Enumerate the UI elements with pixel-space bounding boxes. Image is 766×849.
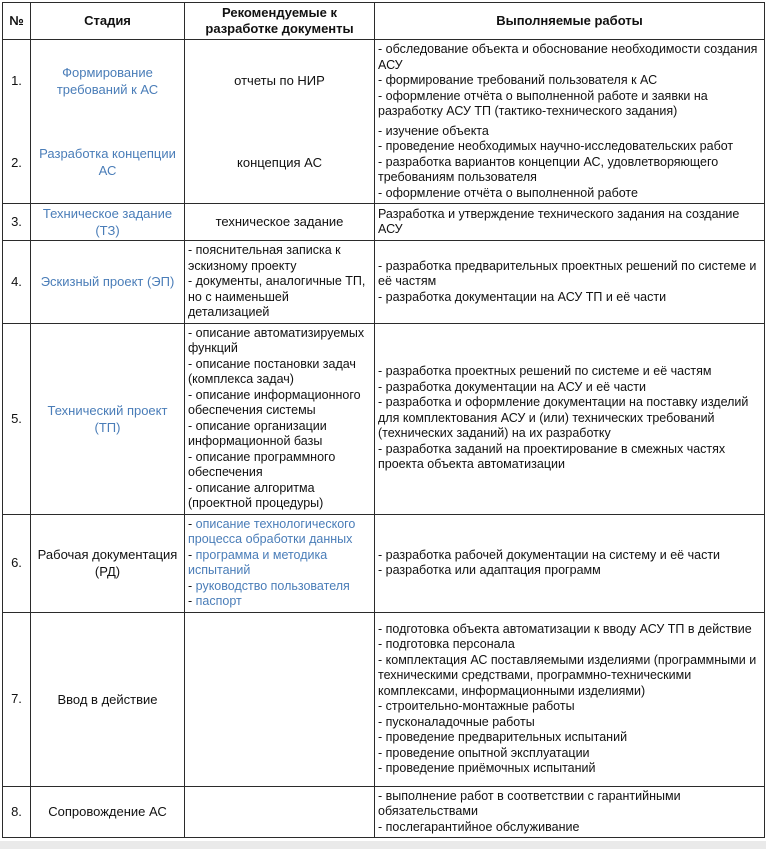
work-item-text: послегарантийное обслуживание bbox=[385, 819, 580, 834]
document-text: описание постановки задач (комплекса задач) bbox=[188, 356, 356, 386]
table-row bbox=[3, 786, 765, 838]
document-item: - описание постановки задач (комплекса задач) bbox=[188, 356, 356, 386]
works-cell bbox=[375, 612, 765, 786]
work-item-text: разработка документации на АСУ и её части bbox=[385, 379, 646, 394]
document-text: пояснительная записка к эскизному проекту bbox=[188, 243, 341, 273]
work-item bbox=[378, 207, 761, 238]
document-label: техническое задание bbox=[215, 214, 344, 230]
work-item: - формирование требований пользователя к АС bbox=[378, 73, 658, 87]
document-item: - руководство пользователя bbox=[188, 578, 350, 593]
work-item-text: разработка рабочей документации на систему и её части bbox=[385, 547, 721, 562]
work-item-text: разработка документации на АСУ ТП и её части bbox=[385, 289, 667, 304]
stage-cell bbox=[31, 122, 185, 204]
row-number: 7. bbox=[3, 612, 31, 786]
table-row bbox=[3, 204, 765, 241]
document-text: описание программного обеспечения bbox=[188, 449, 336, 479]
stages-table bbox=[2, 2, 765, 838]
document-item: - описание информационного обеспечения системы bbox=[188, 387, 361, 417]
page-bottom-strip bbox=[0, 841, 766, 849]
work-item-text: разработка проектных решений по системе и её частям bbox=[385, 364, 712, 379]
stage-link[interactable]: Разработка концепции АС bbox=[39, 146, 176, 179]
work-item: - проведение предварительных испытаний bbox=[378, 730, 628, 744]
table-row bbox=[3, 241, 765, 324]
stage-link[interactable]: Технический проект (ТП) bbox=[47, 402, 168, 435]
stage-link[interactable]: Техническое задание (ТЗ) bbox=[42, 206, 173, 238]
document-link[interactable]: паспорт bbox=[195, 594, 242, 608]
stage-cell bbox=[31, 514, 185, 612]
work-item-text: оформление отчёта о выполненной работе bbox=[385, 185, 638, 200]
works-cell bbox=[375, 514, 765, 612]
work-item-text: разработка и оформление документации на поставку изделий для комплектования АСУ и (или) технических требований (технических заданий) на их разработку bbox=[378, 395, 749, 441]
work-item-text: оформление отчёта о выполненной работе и заявки на разработку АСУ ТП (тактико-технического задания) bbox=[378, 88, 708, 118]
work-item-text: разработка заданий на проектирование в смежных частях проекта объекта автоматизации bbox=[378, 441, 726, 472]
document-item: - программа и методика испытаний bbox=[188, 547, 328, 577]
document-text: описание автоматизируемых функций bbox=[188, 325, 365, 355]
document-text: описание информационного обеспечения системы bbox=[188, 387, 361, 417]
work-item: - комплектация АС поставляемыми изделиями (программными и техническими средствами, программно-техническими комплексами, информационными изделиями) bbox=[378, 652, 757, 698]
stage-cell bbox=[31, 241, 185, 324]
work-item: - пусконаладочные работы bbox=[378, 714, 535, 729]
stage-label: Сопровождение АС bbox=[48, 804, 167, 820]
document-text: описание организации информационной базы bbox=[188, 418, 327, 448]
document-link[interactable]: описание технологического процесса обработки данных bbox=[188, 516, 356, 546]
works-cell bbox=[375, 40, 765, 122]
works-cell bbox=[375, 323, 765, 514]
table-body bbox=[3, 40, 765, 838]
documents-cell bbox=[185, 786, 375, 838]
work-item: - проведение опытной эксплуатации bbox=[378, 745, 590, 760]
document-label: отчеты по НИР bbox=[234, 73, 325, 88]
work-item: - разработка и оформление документации на поставку изделий для комплектования АСУ и (или) технических требований (технических заданий) на их разработку bbox=[378, 395, 749, 441]
column-header-works: Выполняемые работы bbox=[375, 3, 765, 40]
work-item: - оформление отчёта о выполненной работе bbox=[378, 185, 638, 200]
row-number: 1. bbox=[3, 40, 31, 122]
work-item-text: Разработка и утверждение технического задания на создание АСУ bbox=[378, 206, 740, 236]
work-item-text: подготовка объекта автоматизации к вводу АСУ ТП в действие bbox=[385, 621, 752, 636]
work-item: - разработка проектных решений по системе и её частям bbox=[378, 364, 712, 379]
document-text: документы, аналогичные ТП, но с наименьшей детализацией bbox=[188, 274, 366, 319]
table-row bbox=[3, 323, 765, 514]
work-item: - оформление отчёта о выполненной работе и заявки на разработку АСУ ТП (тактико-технического задания) bbox=[378, 88, 708, 118]
row-number: 4. bbox=[3, 241, 31, 324]
work-item-text: выполнение работ в соответствии с гарантийными обязательствами bbox=[378, 788, 681, 818]
work-item: - проведение необходимых научно-исследовательских работ bbox=[378, 139, 734, 153]
document-link[interactable]: программа и методика испытаний bbox=[188, 547, 328, 577]
work-item-text: изучение объекта bbox=[385, 123, 489, 138]
table-row bbox=[3, 40, 765, 122]
work-item-text: разработка предварительных проектных решений по системе и её частям bbox=[378, 258, 757, 288]
stage-cell bbox=[31, 612, 185, 786]
work-item-text: проведение необходимых научно-исследовательских работ bbox=[385, 139, 734, 153]
stage-label: Ввод в действие bbox=[57, 691, 158, 707]
work-item: - подготовка персонала bbox=[378, 637, 515, 651]
work-item-text: проведение предварительных испытаний bbox=[385, 730, 628, 744]
document-item: - описание автоматизируемых функций bbox=[188, 325, 365, 355]
work-item: - разработка или адаптация программ bbox=[378, 563, 601, 577]
documents-cell bbox=[185, 612, 375, 786]
work-item: - строительно-монтажные работы bbox=[378, 699, 575, 713]
documents-cell bbox=[185, 514, 375, 612]
stage-link[interactable]: Эскизный проект (ЭП) bbox=[40, 274, 175, 290]
document-item: - паспорт bbox=[188, 594, 242, 608]
document-item: - описание технологического процесса обработки данных bbox=[188, 516, 356, 546]
table-row bbox=[3, 122, 765, 204]
work-item-text: пусконаладочные работы bbox=[385, 714, 535, 729]
work-item-text: комплектация АС поставляемыми изделиями (программными и техническими средствами, программно-техническими комплексами, информационными изделиями) bbox=[378, 652, 757, 698]
row-number: 3. bbox=[3, 204, 31, 241]
work-item: - разработка рабочей документации на систему и её части bbox=[378, 547, 721, 562]
work-item: - подготовка объекта автоматизации к вводу АСУ ТП в действие bbox=[378, 621, 752, 636]
work-item-text: проведение опытной эксплуатации bbox=[385, 745, 590, 760]
works-cell bbox=[375, 241, 765, 324]
work-item-text: формирование требований пользователя к АС bbox=[385, 73, 658, 87]
table-header-row bbox=[3, 3, 765, 40]
work-item-text: строительно-монтажные работы bbox=[385, 699, 575, 713]
document-link[interactable]: руководство пользователя bbox=[195, 578, 350, 593]
works-cell bbox=[375, 122, 765, 204]
work-item-text: обследование объекта и обоснование необходимости создания АСУ bbox=[378, 42, 758, 72]
work-item-text: проведение приёмочных испытаний bbox=[385, 761, 596, 775]
row-number: 8. bbox=[3, 786, 31, 838]
work-item: - проведение приёмочных испытаний bbox=[378, 761, 596, 775]
stage-label: Рабочая документация (РД) bbox=[37, 547, 178, 579]
stage-cell bbox=[31, 323, 185, 514]
column-header-documents: Рекомендуемые к разработке документы bbox=[185, 3, 375, 40]
work-item: - разработка документации на АСУ и её части bbox=[378, 379, 646, 394]
table-row bbox=[3, 612, 765, 786]
column-header-num: № bbox=[3, 3, 31, 40]
work-item-text: разработка или адаптация программ bbox=[385, 563, 601, 577]
document-item: - описание программного обеспечения bbox=[188, 449, 336, 479]
document-label: концепция АС bbox=[237, 154, 322, 170]
work-item: - обследование объекта и обоснование необходимости создания АСУ bbox=[378, 42, 758, 72]
document-text: описание алгоритма (проектной процедуры) bbox=[188, 480, 324, 510]
document-item: - описание организации информационной базы bbox=[188, 418, 327, 448]
work-item: - разработка документации на АСУ ТП и её части bbox=[378, 289, 667, 304]
documents-cell bbox=[185, 40, 375, 122]
document-item: - документы, аналогичные ТП, но с наименьшей детализацией bbox=[188, 274, 366, 319]
stage-link[interactable]: Формирование требований к АС bbox=[56, 64, 159, 97]
table-row bbox=[3, 514, 765, 612]
work-item: - изучение объекта bbox=[378, 123, 489, 138]
column-header-stage: Стадия bbox=[31, 3, 185, 40]
work-item: - разработка вариантов концепции АС, удовлетворяющего требованиям пользователя bbox=[378, 154, 719, 184]
stage-cell bbox=[31, 204, 185, 241]
stage-cell bbox=[31, 786, 185, 838]
documents-cell bbox=[185, 122, 375, 204]
stage-cell bbox=[31, 40, 185, 122]
document-item: - пояснительная записка к эскизному проекту bbox=[188, 243, 341, 273]
work-item: - разработка предварительных проектных решений по системе и её частям bbox=[378, 258, 757, 288]
work-item: - послегарантийное обслуживание bbox=[378, 819, 580, 834]
row-number: 6. bbox=[3, 514, 31, 612]
works-cell bbox=[375, 204, 765, 241]
work-item: - выполнение работ в соответствии с гарантийными обязательствами bbox=[378, 788, 681, 818]
work-item: - разработка заданий на проектирование в смежных частях проекта объекта автоматизации bbox=[378, 441, 726, 472]
documents-cell bbox=[185, 323, 375, 514]
work-item-text: разработка вариантов концепции АС, удовлетворяющего требованиям пользователя bbox=[378, 154, 719, 184]
documents-cell bbox=[185, 204, 375, 241]
row-number: 2. bbox=[3, 122, 31, 204]
documents-cell bbox=[185, 241, 375, 324]
document-item: - описание алгоритма (проектной процедуры) bbox=[188, 480, 324, 510]
work-item-text: подготовка персонала bbox=[385, 637, 515, 651]
works-cell bbox=[375, 786, 765, 838]
row-number: 5. bbox=[3, 323, 31, 514]
